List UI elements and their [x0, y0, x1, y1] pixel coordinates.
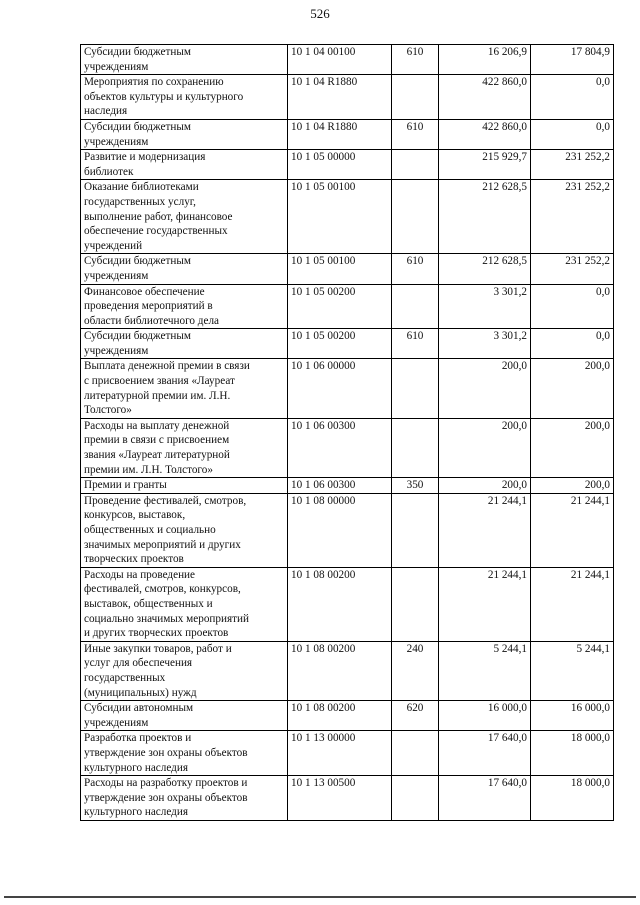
- page-number: 526: [310, 6, 330, 21]
- row-name-cell: Разработка проектов и утверждение зон охраны объектов культурного наследия: [81, 731, 288, 776]
- table-row: [81, 150, 614, 180]
- row-amount-year1-cell: 212 628,5: [439, 180, 531, 254]
- row-amount-year2-cell: 16 000,0: [531, 701, 614, 731]
- row-amount-year2-cell: 200,0: [531, 418, 614, 477]
- table-row: [81, 284, 614, 329]
- row-name-cell: Расходы на проведение фестивалей, смотров, конкурсов, выставок, общественных и социально значимых мероприятий и других творческих проектов: [81, 567, 288, 641]
- row-code-cell: 10 1 13 00500: [288, 776, 392, 821]
- row-code-cell: 10 1 05 00100: [288, 180, 392, 254]
- table-row: [81, 776, 614, 821]
- row-code-cell: 10 1 05 00200: [288, 284, 392, 329]
- table-row: [81, 493, 614, 567]
- row-amount-year2-cell: 231 252,2: [531, 150, 614, 180]
- row-amount-year2-cell: 0,0: [531, 284, 614, 329]
- row-amount-year1-cell: 200,0: [439, 418, 531, 477]
- row-amount-year1-cell: 422 860,0: [439, 119, 531, 149]
- row-amount-year1-cell: 200,0: [439, 478, 531, 494]
- row-name-cell: Выплата денежной премии в связи с присвоением звания «Лауреат литературной премии им. Л.Н. Толстого»: [81, 359, 288, 418]
- table-row: [81, 75, 614, 120]
- row-amount-year1-cell: 212 628,5: [439, 254, 531, 284]
- table-row: [81, 180, 614, 254]
- row-amount-year2-cell: 18 000,0: [531, 776, 614, 821]
- row-type-cell: [392, 418, 439, 477]
- row-code-cell: 10 1 13 00000: [288, 731, 392, 776]
- row-amount-year1-cell: 5 244,1: [439, 641, 531, 700]
- row-amount-year1-cell: 21 244,1: [439, 493, 531, 567]
- row-code-cell: 10 1 04 R1880: [288, 119, 392, 149]
- table-row: [81, 329, 614, 359]
- row-name-cell: Расходы на выплату денежной премии в связи с присвоением звания «Лауреат литературной премии им. Л.Н. Толстого»: [81, 418, 288, 477]
- row-type-cell: [392, 731, 439, 776]
- row-amount-year1-cell: 16 206,9: [439, 45, 531, 75]
- row-amount-year2-cell: 0,0: [531, 75, 614, 120]
- row-amount-year2-cell: 0,0: [531, 329, 614, 359]
- row-name-cell: Субсидии бюджетным учреждениям: [81, 45, 288, 75]
- row-amount-year2-cell: 21 244,1: [531, 493, 614, 567]
- row-type-cell: [392, 776, 439, 821]
- row-code-cell: 10 1 08 00000: [288, 493, 392, 567]
- bottom-scan-rule: [4, 896, 636, 898]
- row-name-cell: Оказание библиотеками государственных услуг, выполнение работ, финансовое обеспечение государственных учреждений: [81, 180, 288, 254]
- row-type-cell: 350: [392, 478, 439, 494]
- row-name-cell: Субсидии бюджетным учреждениям: [81, 254, 288, 284]
- row-type-cell: [392, 284, 439, 329]
- row-type-cell: 610: [392, 254, 439, 284]
- row-amount-year2-cell: 5 244,1: [531, 641, 614, 700]
- row-amount-year2-cell: 200,0: [531, 359, 614, 418]
- row-code-cell: 10 1 05 00200: [288, 329, 392, 359]
- table-row: [81, 701, 614, 731]
- table-row: [81, 359, 614, 418]
- row-code-cell: 10 1 05 00000: [288, 150, 392, 180]
- row-name-cell: Субсидии бюджетным учреждениям: [81, 119, 288, 149]
- row-type-cell: [392, 567, 439, 641]
- row-amount-year1-cell: 215 929,7: [439, 150, 531, 180]
- row-type-cell: 610: [392, 119, 439, 149]
- table-row: [81, 45, 614, 75]
- row-name-cell: Субсидии бюджетным учреждениям: [81, 329, 288, 359]
- row-amount-year2-cell: 17 804,9: [531, 45, 614, 75]
- row-code-cell: 10 1 05 00100: [288, 254, 392, 284]
- row-type-cell: [392, 180, 439, 254]
- row-amount-year1-cell: 17 640,0: [439, 731, 531, 776]
- row-type-cell: [392, 493, 439, 567]
- row-amount-year1-cell: 200,0: [439, 359, 531, 418]
- row-amount-year2-cell: 18 000,0: [531, 731, 614, 776]
- row-type-cell: 240: [392, 641, 439, 700]
- table-row: [81, 567, 614, 641]
- row-code-cell: 10 1 06 00300: [288, 478, 392, 494]
- row-type-cell: 620: [392, 701, 439, 731]
- row-name-cell: Развитие и модернизация библиотек: [81, 150, 288, 180]
- row-code-cell: 10 1 08 00200: [288, 567, 392, 641]
- row-amount-year2-cell: 200,0: [531, 478, 614, 494]
- row-name-cell: Проведение фестивалей, смотров, конкурсов, выставок, общественных и социально значимых мероприятий и других творческих проектов: [81, 493, 288, 567]
- row-name-cell: Иные закупки товаров, работ и услуг для обеспечения государственных (муниципальных) нужд: [81, 641, 288, 700]
- row-amount-year2-cell: 21 244,1: [531, 567, 614, 641]
- row-amount-year1-cell: 422 860,0: [439, 75, 531, 120]
- row-type-cell: 610: [392, 329, 439, 359]
- row-type-cell: [392, 150, 439, 180]
- table-row: [81, 478, 614, 494]
- table-row: [81, 119, 614, 149]
- row-code-cell: 10 1 06 00300: [288, 418, 392, 477]
- budget-table-body: [81, 45, 614, 821]
- row-code-cell: 10 1 06 00000: [288, 359, 392, 418]
- table-row: [81, 254, 614, 284]
- row-amount-year2-cell: 231 252,2: [531, 254, 614, 284]
- budget-table: [80, 44, 614, 821]
- row-code-cell: 10 1 08 00200: [288, 641, 392, 700]
- row-code-cell: 10 1 04 R1880: [288, 75, 392, 120]
- row-code-cell: 10 1 04 00100: [288, 45, 392, 75]
- row-type-cell: [392, 75, 439, 120]
- table-row: [81, 418, 614, 477]
- row-amount-year1-cell: 17 640,0: [439, 776, 531, 821]
- row-name-cell: Премии и гранты: [81, 478, 288, 494]
- row-amount-year1-cell: 16 000,0: [439, 701, 531, 731]
- row-amount-year1-cell: 3 301,2: [439, 329, 531, 359]
- row-type-cell: [392, 359, 439, 418]
- row-amount-year2-cell: 231 252,2: [531, 180, 614, 254]
- row-name-cell: Финансовое обеспечение проведения мероприятий в области библиотечного дела: [81, 284, 288, 329]
- table-row: [81, 641, 614, 700]
- row-amount-year1-cell: 21 244,1: [439, 567, 531, 641]
- row-type-cell: 610: [392, 45, 439, 75]
- row-amount-year2-cell: 0,0: [531, 119, 614, 149]
- row-amount-year1-cell: 3 301,2: [439, 284, 531, 329]
- row-name-cell: Субсидии автономным учреждениям: [81, 701, 288, 731]
- row-name-cell: Мероприятия по сохранению объектов культуры и культурного наследия: [81, 75, 288, 120]
- row-code-cell: 10 1 08 00200: [288, 701, 392, 731]
- row-name-cell: Расходы на разработку проектов и утверждение зон охраны объектов культурного наследия: [81, 776, 288, 821]
- table-row: [81, 731, 614, 776]
